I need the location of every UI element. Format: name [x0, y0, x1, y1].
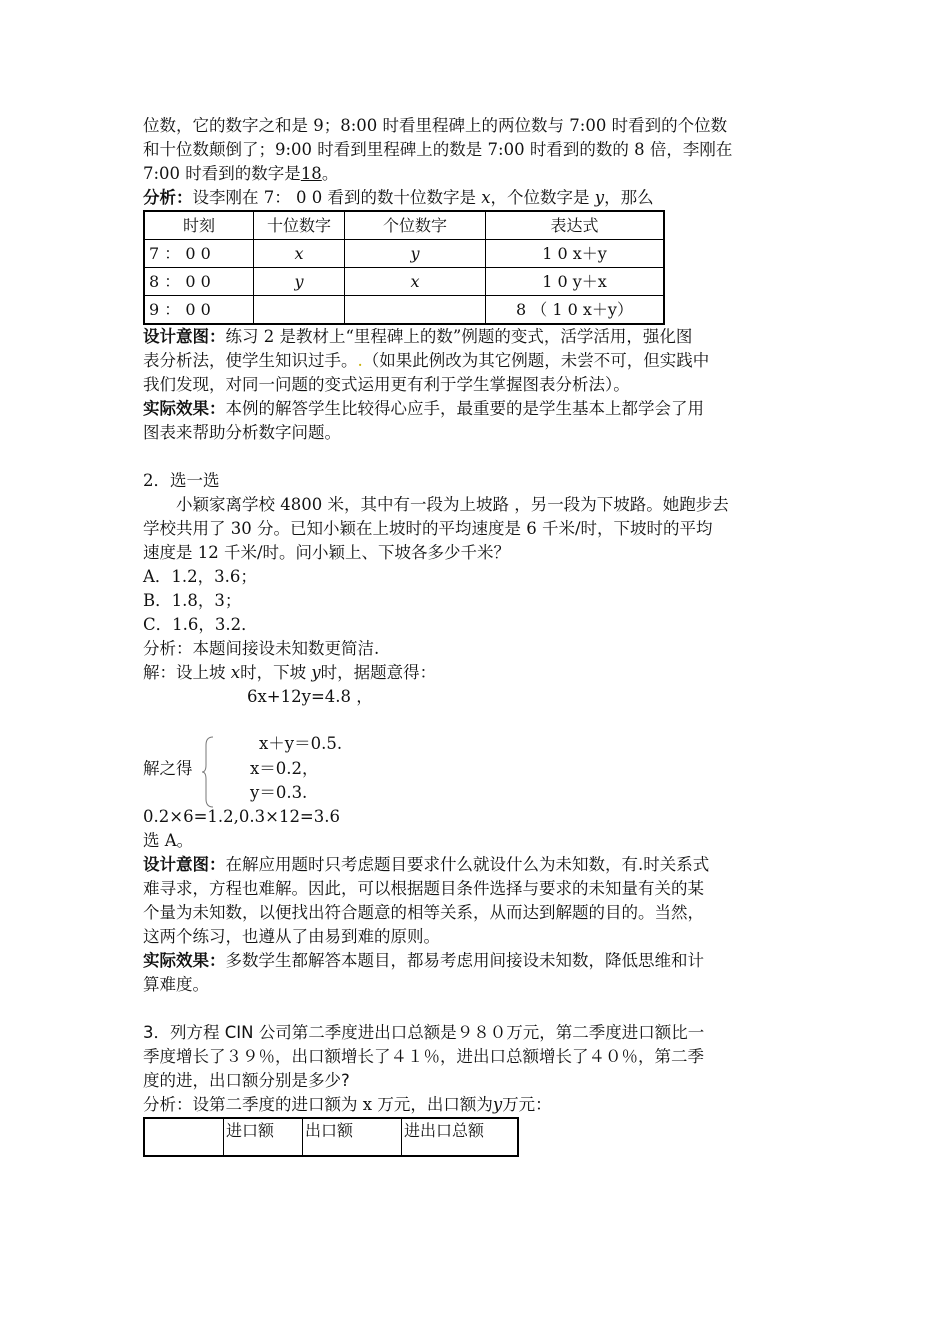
option-c: C．1.6，3.2．	[143, 615, 258, 634]
s3-analysis: 分析：设第二季度的进口额为 x 万元，出口额为y万元：	[143, 1095, 552, 1114]
table-header-row	[144, 211, 664, 240]
table-cell: 8 （ 1 0 x＋y）	[486, 296, 665, 325]
solved-label: 解之得	[143, 759, 193, 778]
table-header: 进出口总额	[402, 1118, 519, 1156]
effect1-line2: 图表来帮助分析数字问题。	[143, 423, 341, 442]
s2-title: 2．选一选	[143, 471, 220, 490]
answer-value: 18	[300, 164, 322, 183]
table-cell: x	[345, 268, 486, 296]
table-cell: y	[345, 240, 486, 268]
option-a: A．1.2，3.6；	[143, 567, 257, 586]
table-header: 十位数字	[254, 211, 345, 240]
brace-icon	[201, 735, 215, 809]
trade-table	[143, 1117, 519, 1157]
s1-line2: 和十位数颠倒了；9:00 时看到里程碑上的数是 7:00 时看到的数的 8 倍，李刚在	[143, 140, 733, 159]
s2-p2: 学校共用了 30 分。已知小颖在上坡时的平均速度是 6 千米/时，下坡时的平均	[143, 519, 713, 538]
table-header: 出口额	[303, 1118, 402, 1156]
design2-line4: 这两个练习，也遵从了由易到难的原则。	[143, 927, 440, 946]
calc-line: 0.2×6=1.2,0.3×12=3.6	[143, 807, 341, 826]
s1-line1: 位数，它的数字之和是 9；8:00 时看里程碑上的两位数与 7:00 时看到的个位数	[143, 116, 728, 135]
table-cell	[345, 296, 486, 325]
design1-line1: 设计意图：练习 2 是教材上“里程碑上的数”例题的变式，活学活用，强化图	[143, 327, 693, 346]
design2-line1: 设计意图：在解应用题时只考虑题目要求什么就设什么为未知数，有.时关系式	[143, 855, 710, 874]
table-cell: y	[254, 268, 345, 296]
table-cell: x	[254, 240, 345, 268]
s2-solve: 解：设上坡 x时，下坡 y时，据题意得：	[143, 663, 437, 682]
digits-table	[143, 210, 665, 325]
analysis-label: 分析：	[143, 188, 193, 207]
option-b: B．1.8，3；	[143, 591, 242, 610]
table-header: 时刻	[144, 211, 254, 240]
design2-line2: 难寻求，方程也难解。因此，可以根据题目条件选择与要求的未知量有关的某	[143, 879, 704, 898]
s3-line1: 3．列方程 CIN 公司第二季度进出口总额是９８０万元，第二季度进口额比一	[143, 1023, 705, 1042]
equation-system	[143, 685, 811, 805]
design-label: 设计意图：	[143, 327, 226, 346]
table-row	[144, 268, 664, 296]
solution-x: x＝0.2，	[250, 759, 319, 778]
table-row	[144, 296, 664, 325]
effect2-line1: 实际效果：多数学生都解答本题目，都易考虑用间接设未知数，降低思维和计	[143, 951, 704, 970]
table-cell: 1 0 x＋y	[486, 240, 665, 268]
table-header-row	[144, 1118, 518, 1156]
s2-analysis: 分析：本题间接设未知数更简洁.	[143, 639, 380, 658]
table-header	[144, 1118, 224, 1156]
choose-line: 选 A。	[143, 831, 194, 850]
table-cell: 1 0 y＋x	[486, 268, 665, 296]
equation-1: 6x+12y=4.8 ，	[247, 687, 373, 706]
equation-2: x＋y＝0.5.	[259, 734, 343, 753]
table-cell	[254, 296, 345, 325]
design2-line3: 个量为未知数，以便找出符合题意的相等关系，从而达到解题的目的。当然，	[143, 903, 704, 922]
effect-label: 实际效果：	[143, 951, 226, 970]
design-label: 设计意图：	[143, 855, 226, 874]
effect-label: 实际效果：	[143, 399, 226, 418]
s2-p3: 速度是 12 千米/时。问小颖上、下坡各多少千米？	[143, 543, 511, 562]
design1-line3: 我们发现，对同一问题的变式运用更有利于学生掌握图表分析法）。	[143, 375, 630, 394]
table-header: 表达式	[486, 211, 665, 240]
table-header: 个位数字	[345, 211, 486, 240]
design1-line2: 表分析法，使学生知识过手。.（如果此例改为其它例题，未尝不可，但实践中	[143, 351, 710, 370]
document-page	[143, 114, 811, 1157]
effect2-line2: 算难度。	[143, 975, 209, 994]
table-row	[144, 240, 664, 268]
table-cell: 8 ： 0 0	[144, 268, 254, 296]
s3-line3: 度的进，出口额分别是多少?	[143, 1071, 350, 1090]
s1-analysis: 分析：设李刚在 7： 0 0 看到的数十位数字是 x，个位数字是 y，那么	[143, 188, 654, 207]
s1-line3: 7:00 时看到的数字是18。	[143, 164, 339, 183]
solution-y: y＝0.3.	[250, 783, 308, 802]
effect1-line1: 实际效果：本例的解答学生比较得心应手，最重要的是学生基本上都学会了用	[143, 399, 704, 418]
table-header: 进口额	[224, 1118, 303, 1156]
table-cell: 9 ： 0 0	[144, 296, 254, 325]
s2-p1: 小颖家离学校 4800 米，其中有一段为上坡路 ，另一段为下坡路。她跑步去	[176, 495, 729, 514]
s3-line2: 季度增长了３９％，出口额增长了４１％，进出口总额增长了４０％，第二季	[143, 1047, 704, 1066]
table-cell: 7 ： 0 0	[144, 240, 254, 268]
